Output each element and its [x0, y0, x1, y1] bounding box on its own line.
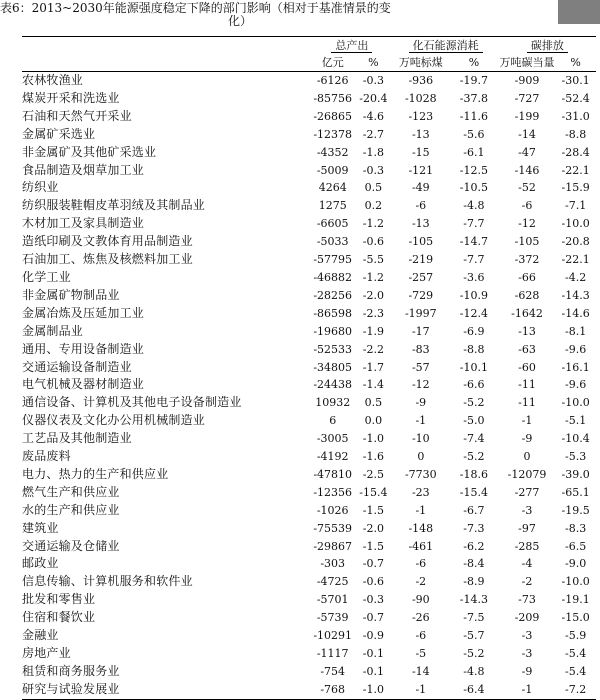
sector-name: 纺织服装鞋帽皮革羽绒及其制品业 [22, 198, 206, 213]
cell-output-value: -4352 [316, 145, 349, 159]
cell-carbon-pct: -19.1 [561, 593, 590, 607]
cell-energy-pct: -18.6 [459, 467, 489, 481]
table-row [22, 609, 596, 627]
cell-energy-value: -90 [411, 593, 430, 607]
cell-carbon-pct: -31.0 [561, 109, 590, 123]
sector-name: 信息传输、计算机服务和软件业 [22, 574, 193, 589]
sector-name: 交通运输及仓储业 [22, 538, 120, 553]
cell-energy-value: -12 [411, 378, 430, 392]
sector-name: 造纸印刷及文教体育用品制造业 [22, 234, 193, 249]
cell-output-pct: -15.4 [359, 485, 388, 499]
sector-name: 批发和零售业 [22, 592, 96, 607]
cell-output-pct: -2.3 [362, 306, 384, 320]
table-row [22, 502, 596, 520]
cell-energy-value: -5 [415, 647, 427, 660]
table-row [22, 591, 596, 609]
cell-carbon-pct: -9.6 [565, 342, 587, 356]
cell-carbon-value: -9 [521, 664, 533, 678]
unit-carbon-value: 万吨碳当量 [499, 54, 555, 72]
sector-name: 非金属矿及其他矿采选业 [22, 144, 157, 159]
table-row [22, 126, 596, 144]
cell-carbon-value: -63 [518, 342, 536, 356]
cell-output-pct: -1.2 [362, 270, 384, 284]
cell-output-value: 1275 [318, 199, 347, 213]
cell-output-pct: -2.0 [362, 288, 384, 302]
cell-output-pct: -1.9 [362, 324, 384, 338]
cell-carbon-pct: -39.0 [561, 467, 590, 481]
cell-energy-value: -10 [411, 432, 430, 446]
sector-name: 石油和天然气开采业 [22, 108, 132, 123]
cell-carbon-value: -1642 [511, 306, 543, 320]
cell-output-value: -47810 [313, 467, 353, 481]
cell-carbon-pct: -10.0 [561, 396, 590, 410]
cell-carbon-value: -199 [514, 109, 540, 123]
table-row [22, 466, 596, 484]
cell-energy-value: -1028 [404, 91, 437, 105]
cell-carbon-pct: -10.0 [561, 217, 590, 231]
cell-energy-pct: -5.6 [463, 127, 485, 141]
cell-output-pct: -0.1 [362, 664, 384, 678]
cell-output-value: -52533 [313, 342, 353, 356]
cell-carbon-value: -66 [518, 270, 536, 284]
sector-name: 住宿和餐饮业 [22, 610, 96, 625]
cell-carbon-value: -6 [521, 199, 533, 213]
cell-carbon-pct: -7.1 [565, 199, 587, 213]
cell-output-value: -1026 [316, 503, 349, 517]
cell-energy-value: -123 [408, 109, 434, 123]
cell-energy-value: -219 [408, 253, 434, 267]
cell-output-value: -85756 [313, 91, 353, 105]
table-row [22, 681, 596, 699]
cell-output-pct: -0.6 [362, 235, 384, 249]
cell-energy-pct: -10.1 [459, 360, 489, 374]
cell-carbon-value: -628 [514, 288, 540, 302]
cell-energy-pct: -14.3 [459, 593, 489, 607]
cell-output-value: -24438 [313, 378, 353, 392]
cell-energy-value: -26 [411, 611, 430, 625]
cell-energy-value: -461 [408, 539, 434, 553]
cell-carbon-pct: -5.3 [565, 450, 587, 464]
cell-output-pct: 0.0 [364, 414, 383, 428]
cell-output-value: -26865 [313, 109, 353, 123]
cell-output-pct: -0.1 [362, 647, 384, 660]
sector-name: 研究与试验发展业 [22, 681, 311, 699]
cell-output-pct: -1.2 [362, 217, 384, 231]
cell-energy-value: -2 [415, 575, 427, 589]
cell-energy-value: -729 [408, 288, 434, 302]
sector-name: 租赁和商务服务业 [22, 663, 120, 678]
cell-output-pct: -0.7 [362, 557, 384, 571]
cell-carbon-value: -727 [514, 91, 540, 105]
table-row [22, 108, 596, 126]
cell-energy-pct: -3.6 [463, 270, 485, 284]
cell-output-value: -86598 [313, 306, 353, 320]
cell-output-value: 6 [329, 414, 337, 428]
cell-carbon-value: -285 [514, 539, 540, 553]
cell-carbon-value: -372 [514, 253, 540, 267]
header-unit-row [22, 54, 596, 72]
cell-carbon-pct: -22.1 [561, 163, 590, 177]
cell-carbon-value: -12079 [507, 467, 547, 481]
table-row [22, 162, 596, 180]
cell-energy-value: -14 [411, 664, 430, 678]
cell-output-value: 4264 [318, 181, 347, 195]
cell-carbon-value: -9 [521, 432, 533, 446]
cell-output-value: -46882 [313, 270, 353, 284]
table-row [22, 323, 596, 341]
cell-energy-value: -1997 [404, 306, 437, 320]
table-row [22, 215, 596, 233]
table-row [22, 484, 596, 502]
cell-output-value: -29867 [313, 539, 353, 553]
table-row [22, 520, 596, 538]
sector-name: 农林牧渔业 [22, 73, 84, 87]
cell-output-value: -5009 [316, 163, 349, 177]
header-fossil-energy: 化石能源消耗 [393, 37, 499, 55]
cell-energy-pct: -4.8 [463, 664, 485, 678]
cell-carbon-pct: -5.4 [565, 664, 587, 678]
cell-energy-pct: -6.9 [463, 324, 485, 338]
cell-carbon-value: -3 [521, 503, 533, 517]
sector-name: 通用、专用设备制造业 [22, 341, 145, 356]
cell-output-pct: -1.8 [362, 145, 384, 159]
cell-carbon-pct: -30.1 [561, 74, 590, 87]
cell-energy-value: 0 [417, 450, 425, 464]
cell-carbon-value: -909 [514, 74, 540, 87]
cell-carbon-pct: -20.8 [561, 235, 590, 249]
cell-energy-value: -9 [415, 396, 427, 410]
cell-carbon-pct: -10.0 [561, 575, 590, 589]
sector-name: 邮政业 [22, 556, 59, 571]
cell-energy-value: -13 [411, 217, 430, 231]
cell-energy-pct: -7.7 [463, 217, 485, 231]
cell-energy-pct: -8.4 [463, 557, 485, 571]
sector-name: 金属矿采选业 [22, 126, 96, 141]
caption-line-2: 化） [227, 14, 252, 28]
cell-output-pct: -20.4 [359, 91, 388, 105]
cell-output-pct: -5.5 [362, 253, 384, 267]
cell-carbon-value: -14 [518, 127, 536, 141]
unit-blank [22, 54, 311, 72]
cell-carbon-value: -3 [521, 629, 533, 643]
cell-output-value: -303 [320, 557, 346, 571]
cell-energy-value: -7730 [404, 467, 437, 481]
cell-energy-pct: -6.2 [463, 539, 485, 553]
unit-energy-pct: % [449, 54, 499, 72]
caption-line-1: 表6：2013~2030年能源强度稳定下降的部门影响（相对于基准情景的变 [0, 1, 391, 15]
unit-output-pct: % [354, 54, 392, 72]
cell-output-pct: -0.6 [362, 575, 384, 589]
cell-output-pct: -2.7 [362, 127, 384, 141]
cell-energy-pct: -4.8 [463, 199, 485, 213]
cell-output-value: -12378 [313, 127, 353, 141]
cell-carbon-pct: -8.1 [565, 324, 587, 338]
cell-energy-value: -15 [411, 145, 430, 159]
cell-energy-value: -6 [415, 557, 427, 571]
table-row [22, 144, 596, 162]
cell-output-pct: -4.6 [362, 109, 384, 123]
cell-carbon-pct: -9.0 [565, 557, 587, 571]
cell-carbon-value: -52 [518, 181, 536, 195]
cell-energy-pct: -6.6 [463, 378, 485, 392]
cell-carbon-value: -146 [514, 163, 540, 177]
cell-output-value: -34805 [313, 360, 353, 374]
cell-carbon-pct: -5.1 [565, 414, 587, 428]
sector-name: 石油加工、炼焦及核燃料加工业 [22, 252, 193, 267]
table-row [22, 412, 596, 430]
cell-energy-value: -936 [408, 74, 434, 87]
cell-output-value: -4725 [316, 575, 349, 589]
sector-name: 化学工业 [22, 269, 71, 284]
table-row [22, 555, 596, 573]
cell-output-value: -75539 [313, 521, 353, 535]
cell-output-pct: -0.3 [362, 593, 384, 607]
cell-energy-value: -83 [411, 342, 430, 356]
cell-output-pct: -1.7 [362, 360, 384, 374]
cell-output-value: -1117 [316, 647, 349, 660]
sector-name: 工艺品及其他制造业 [22, 431, 132, 446]
cell-carbon-value: -11 [518, 396, 536, 410]
cell-energy-value: -13 [411, 127, 430, 141]
cell-output-value: -768 [311, 681, 354, 699]
sector-name: 食品制造及烟草加工业 [22, 162, 145, 177]
cell-carbon-value: -1 [521, 414, 533, 428]
cell-carbon-value: -12 [518, 217, 536, 231]
cell-output-value: -6126 [316, 74, 349, 87]
table-row [22, 341, 596, 359]
cell-energy-pct: -5.0 [463, 414, 485, 428]
cell-output-value: -5739 [316, 611, 349, 625]
sector-name: 电力、热力的生产和供应业 [22, 466, 169, 481]
cell-carbon-pct: -5.9 [565, 629, 587, 643]
cell-energy-value: -105 [408, 235, 434, 249]
table-row [22, 287, 596, 305]
cell-output-value: -5701 [316, 593, 349, 607]
cell-carbon-pct: -22.1 [561, 253, 590, 267]
cell-carbon-pct: -8.8 [565, 127, 587, 141]
cell-energy-pct: -7.5 [463, 611, 485, 625]
cell-output-pct: -0.3 [362, 163, 384, 177]
sector-name: 燃气生产和供应业 [22, 484, 120, 499]
cell-output-pct: -0.7 [362, 611, 384, 625]
cell-carbon-value: -1 [499, 681, 555, 699]
table-row [22, 305, 596, 323]
cell-carbon-pct: -65.1 [561, 485, 590, 499]
table-row [22, 627, 596, 645]
cell-carbon-value: -11 [518, 378, 536, 392]
cell-output-pct: -1.5 [362, 539, 384, 553]
cell-output-value: -3005 [316, 432, 349, 446]
table-row [22, 448, 596, 466]
table-row [22, 90, 596, 108]
sector-name: 仪器仪表及文化办公用机械制造业 [22, 413, 206, 428]
cell-carbon-pct: -52.4 [561, 91, 590, 105]
header-carbon-emission: 碳排放 [499, 37, 596, 55]
cell-energy-pct: -6.4 [449, 681, 499, 699]
table-row [22, 233, 596, 251]
cell-energy-pct: -5.2 [463, 396, 485, 410]
cell-energy-pct: -7.7 [463, 253, 485, 267]
cell-carbon-value: -97 [518, 521, 536, 535]
cell-energy-pct: -10.5 [459, 181, 489, 195]
sector-impact-table [22, 36, 596, 700]
sector-name: 金属冶炼及压延加工业 [22, 305, 145, 320]
cell-carbon-pct: -15.0 [561, 611, 590, 625]
cell-carbon-pct: -5.4 [565, 647, 587, 660]
sector-name: 煤炭开采和洗选业 [22, 90, 120, 105]
cell-energy-pct: -6.1 [463, 145, 485, 159]
cell-energy-pct: -7.3 [463, 521, 485, 535]
table-row [22, 269, 596, 287]
cell-output-pct: -1.5 [362, 503, 384, 517]
cell-energy-value: -1 [415, 503, 427, 517]
cell-energy-value: -121 [408, 163, 434, 177]
table-row [22, 430, 596, 448]
sector-name: 交通运输设备制造业 [22, 359, 132, 374]
cell-energy-value: -6 [415, 629, 427, 643]
cell-output-value: -4192 [316, 450, 349, 464]
cell-output-value: 10932 [315, 396, 351, 410]
table-row [22, 72, 596, 90]
cell-output-value: -28256 [313, 288, 353, 302]
sector-name: 纺织业 [22, 180, 59, 195]
cell-output-pct: -2.2 [362, 342, 384, 356]
sector-name: 废品废料 [22, 449, 71, 464]
cell-energy-value: -49 [411, 181, 430, 195]
cell-carbon-pct: -9.6 [565, 378, 587, 392]
cell-energy-value: -1 [415, 414, 427, 428]
cell-output-value: -754 [320, 664, 346, 678]
table-caption [0, 2, 560, 28]
cell-energy-value: -6 [415, 199, 427, 213]
cell-carbon-value: -3 [521, 647, 533, 660]
unit-energy-value: 万吨标煤 [393, 54, 449, 72]
cell-energy-value: -1 [393, 681, 449, 699]
cell-carbon-pct: -6.5 [565, 539, 587, 553]
cell-energy-pct: -12.4 [459, 306, 489, 320]
sector-name: 电气机械及器材制造业 [22, 377, 145, 392]
cell-energy-value: -148 [408, 521, 434, 535]
cell-output-pct: -1.0 [354, 681, 392, 699]
cell-output-value: -5033 [316, 235, 349, 249]
cell-energy-value: -257 [408, 270, 434, 284]
table-row [22, 573, 596, 591]
cell-carbon-pct: -19.5 [561, 503, 590, 517]
cell-output-pct: -2.5 [362, 467, 384, 481]
cell-output-pct: -0.3 [362, 74, 384, 87]
unit-output-value: 亿元 [311, 54, 354, 72]
cell-energy-value: -17 [411, 324, 430, 338]
sector-name: 金融业 [22, 628, 59, 643]
sector-name: 通信设备、计算机及其他电子设备制造业 [22, 395, 242, 410]
cell-output-pct: -1.0 [362, 432, 384, 446]
corner-gray-block [558, 0, 600, 24]
cell-carbon-pct: -4.2 [565, 270, 587, 284]
unit-carbon-pct: % [555, 54, 596, 72]
cell-energy-pct: -11.6 [459, 109, 489, 123]
sector-name: 金属制品业 [22, 323, 84, 338]
cell-output-pct: -1.4 [362, 378, 384, 392]
cell-output-value: -10291 [313, 629, 353, 643]
table-row [22, 251, 596, 269]
cell-output-value: -12356 [313, 485, 353, 499]
cell-carbon-pct: -15.9 [561, 181, 590, 195]
header-group-row [22, 37, 596, 55]
cell-carbon-pct: -8.3 [565, 521, 587, 535]
cell-carbon-pct: -10.4 [561, 432, 590, 446]
cell-output-pct: 0.2 [364, 199, 383, 213]
cell-energy-pct: -5.2 [463, 647, 485, 660]
cell-carbon-pct: -14.6 [561, 306, 590, 320]
cell-carbon-value: -4 [521, 557, 533, 571]
table-row [22, 376, 596, 394]
cell-carbon-pct: -14.3 [561, 288, 590, 302]
cell-carbon-value: -2 [521, 575, 533, 589]
cell-output-pct: 0.5 [364, 396, 383, 410]
cell-carbon-value: -13 [518, 324, 536, 338]
cell-energy-pct: -5.2 [463, 450, 485, 464]
cell-carbon-value: -47 [518, 145, 536, 159]
sector-name: 建筑业 [22, 520, 59, 535]
table-row [22, 663, 596, 681]
table-row [22, 197, 596, 215]
cell-carbon-value: 0 [523, 450, 531, 464]
cell-output-value: -57795 [313, 253, 353, 267]
table-row [22, 645, 596, 663]
cell-output-pct: -2.0 [362, 521, 384, 535]
cell-output-value: -19680 [313, 324, 353, 338]
cell-carbon-value: -73 [518, 593, 536, 607]
cell-output-value: -6605 [316, 217, 349, 231]
cell-energy-pct: -15.4 [459, 485, 489, 499]
cell-energy-pct: -6.7 [463, 503, 485, 517]
cell-energy-pct: -10.9 [459, 288, 489, 302]
cell-carbon-pct: -7.2 [555, 681, 596, 699]
cell-carbon-value: -209 [514, 611, 540, 625]
cell-carbon-value: -277 [514, 485, 540, 499]
sector-name: 房地产业 [22, 646, 71, 660]
cell-energy-pct: -19.7 [459, 74, 489, 87]
cell-energy-pct: -8.8 [463, 342, 485, 356]
cell-energy-pct: -14.7 [459, 235, 489, 249]
cell-output-pct: -1.6 [362, 450, 384, 464]
cell-carbon-pct: -16.1 [561, 360, 590, 374]
sector-name: 非金属矿物制品业 [22, 287, 120, 302]
cell-energy-pct: -7.4 [463, 432, 485, 446]
cell-energy-value: -57 [411, 360, 430, 374]
table-row [22, 359, 596, 377]
cell-output-pct: 0.5 [364, 181, 383, 195]
header-total-output: 总产出 [311, 37, 392, 55]
sector-name: 水的生产和供应业 [22, 502, 120, 517]
table-row [22, 394, 596, 412]
cell-output-pct: -0.9 [362, 629, 384, 643]
cell-energy-value: -23 [411, 485, 430, 499]
cell-carbon-value: -60 [518, 360, 536, 374]
sector-name: 木材加工及家具制造业 [22, 216, 145, 231]
cell-carbon-value: -105 [514, 235, 540, 249]
cell-carbon-pct: -28.4 [561, 145, 590, 159]
table-row [22, 538, 596, 556]
cell-energy-pct: -8.9 [463, 575, 485, 589]
cell-energy-pct: -5.7 [463, 629, 485, 643]
table-body [22, 72, 596, 700]
cell-energy-pct: -37.8 [459, 91, 489, 105]
table-row [22, 179, 596, 197]
header-blank [22, 37, 311, 55]
cell-energy-pct: -12.5 [459, 163, 489, 177]
